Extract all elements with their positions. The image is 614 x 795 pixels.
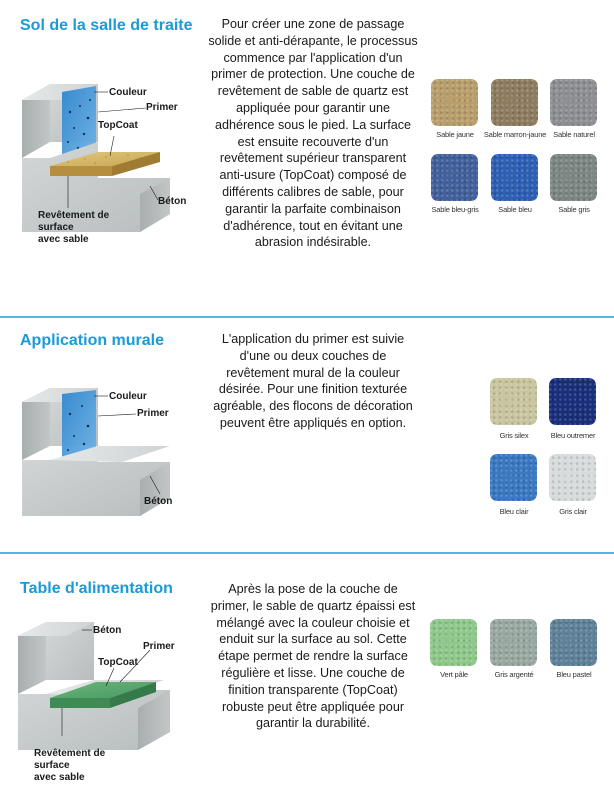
swatch-label: Vert pâle — [440, 670, 468, 679]
swatch-bleu-outremer[interactable] — [549, 378, 596, 425]
swatch-label: Sable naturel — [553, 130, 595, 139]
section-application-murale — [0, 316, 614, 552]
section-title: Application murale — [20, 332, 165, 349]
swatch-sable-marron-jaune[interactable] — [491, 79, 538, 126]
swatch-gris-silex[interactable] — [490, 378, 537, 425]
swatch-label: Sable gris — [558, 205, 590, 214]
section-description: L'application du primer est suivie d'une ou deux couches de revêtement mural de la couleur désirée. Pour une finition texturée agréable, des flocons de décoration peuvent être appliqués en option. — [213, 332, 413, 430]
swatch-gris-clair[interactable] — [549, 454, 596, 501]
swatch-sable-bleu[interactable] — [491, 154, 538, 201]
label-beton: Béton — [144, 496, 173, 507]
section-table-alimentation — [0, 552, 614, 795]
section-title: Table d'alimentation — [20, 580, 173, 597]
swatch-sable-bleu-gris[interactable] — [431, 154, 478, 201]
swatch-label: Bleu outremer — [550, 431, 596, 440]
swatch-label: Gris silex — [499, 431, 529, 440]
label-revetement-1: Revêtement de — [38, 210, 110, 221]
green-layer-front — [50, 698, 110, 708]
label-revetement-3: avec sable — [34, 772, 85, 783]
swatch-bleu-clair[interactable] — [490, 454, 537, 501]
swatch-label: Sable jaune — [436, 130, 474, 139]
swatch-sable-naturel[interactable] — [550, 79, 597, 126]
label-revetement-2: surface — [34, 760, 70, 771]
wall-layers-diagram — [10, 386, 200, 516]
label-revetement-3: avec sable — [38, 234, 89, 245]
label-beton: Béton — [93, 625, 122, 636]
feeding-table-diagram — [10, 620, 200, 783]
label-topcoat: TopCoat — [98, 120, 138, 131]
section-description: Pour créer une zone de passage solide et anti-dérapante, le processus commence par l'application d'un primer de protection. Une couche de revêtement de sable de quartz est appliquée pour garantir une adhérence sous le pied. La surface est ensuite recouverte d'un revêtement supérieur transparent anti-usure (TopCoat) composé de différents calibres de sable, pour garantir la parfaite combinaison d'adhérence, tout en évitant une abrasion indésirable. — [208, 17, 418, 250]
label-primer: Primer — [146, 102, 178, 113]
swatch-label: Sable bleu-gris — [431, 205, 479, 214]
swatch-label: Bleu clair — [499, 507, 529, 516]
section-sol-salle-de-traite — [0, 0, 614, 316]
section-title: Sol de la salle de traite — [20, 17, 193, 34]
swatch-label: Gris clair — [559, 507, 587, 516]
swatch-label: Gris argenté — [494, 670, 534, 679]
sand-layer-front — [50, 166, 112, 176]
swatch-sable-gris[interactable] — [550, 154, 597, 201]
swatch-bleu-pastel[interactable] — [550, 619, 597, 666]
label-primer: Primer — [137, 408, 169, 419]
swatch-label: Sable marron-jaune — [483, 130, 547, 139]
swatch-vert-pale[interactable] — [430, 619, 477, 666]
label-beton: Béton — [158, 196, 187, 207]
label-revetement-2: surface — [38, 222, 74, 233]
label-couleur: Couleur — [109, 87, 147, 98]
swatch-gris-argente[interactable] — [490, 619, 537, 666]
section-description: Après la pose de la couche de primer, le sable de quartz épaissi est mélangé avec la couleur choisie et enduit sur la surface au sol. Cette étape permet de rendre la surface régulière et lisse. Une couche de finition transparente (TopCoat) robuste peut être appliquée pour garantir la durabilité. — [210, 582, 416, 731]
label-revetement-1: Revêtement de — [34, 748, 106, 759]
swatch-label: Sable bleu — [498, 205, 532, 214]
floor-layers-diagram — [10, 82, 200, 245]
label-couleur: Couleur — [109, 391, 147, 402]
swatch-label: Bleu pastel — [556, 670, 592, 679]
label-topcoat: TopCoat — [98, 657, 138, 668]
swatch-sable-jaune[interactable] — [431, 79, 478, 126]
label-primer: Primer — [143, 641, 175, 652]
